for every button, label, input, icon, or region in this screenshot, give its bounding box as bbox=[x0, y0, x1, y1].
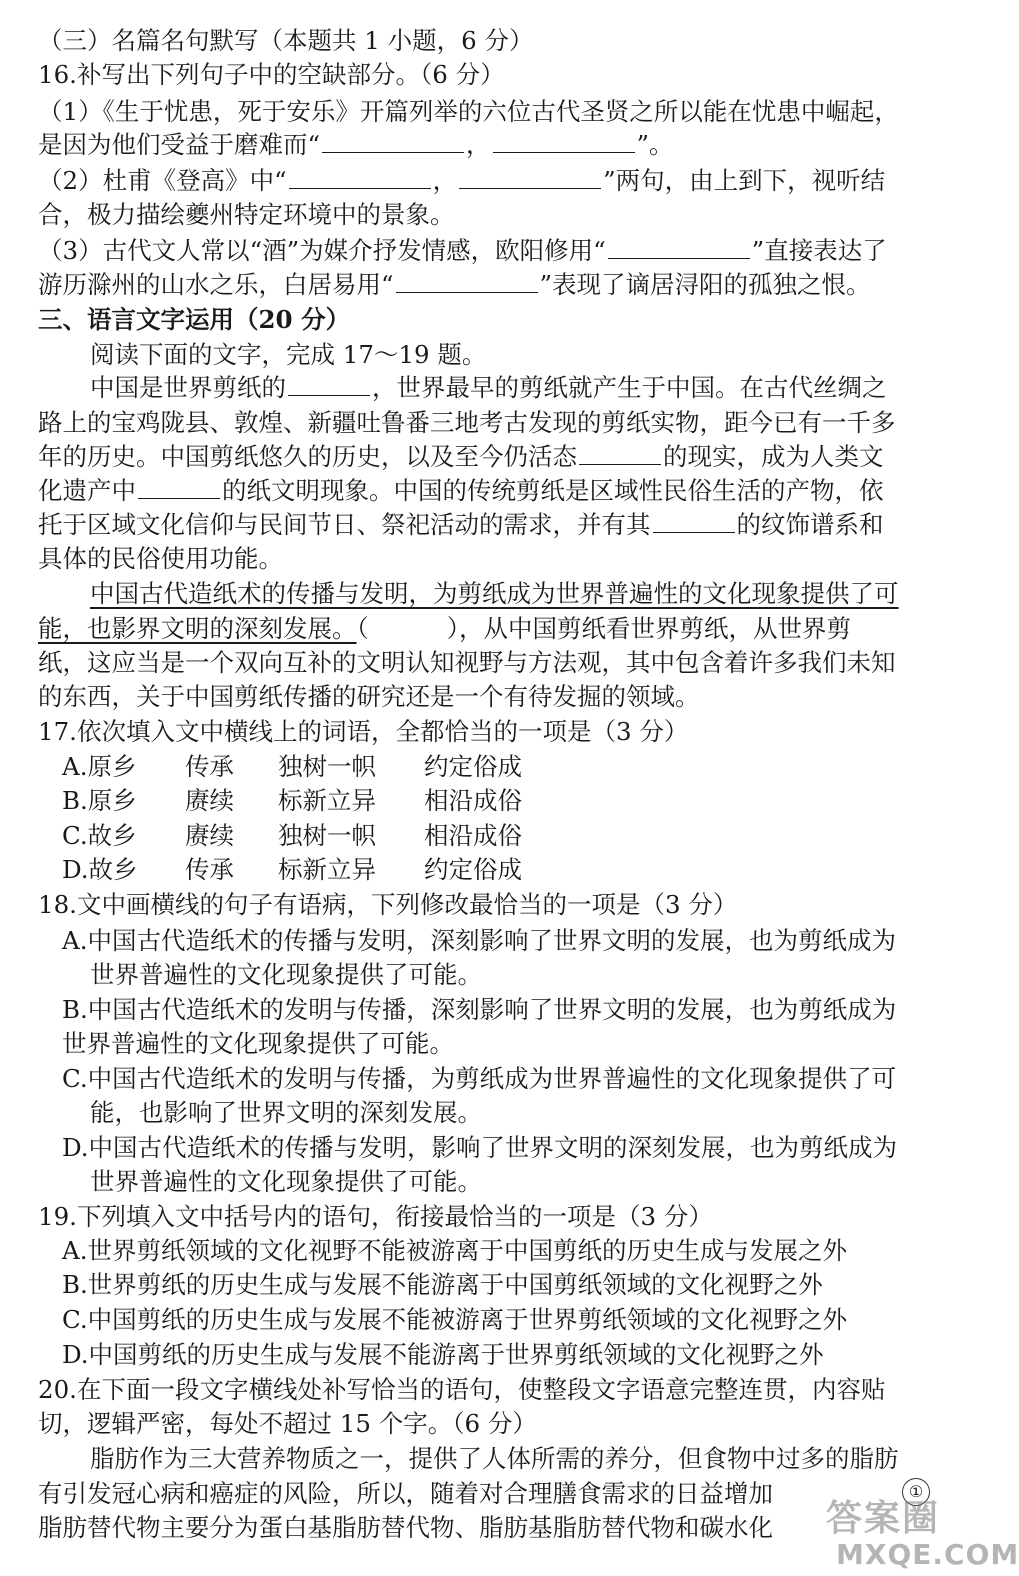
q17-option-word: 相沿成俗 bbox=[424, 821, 522, 850]
passage-underlined-sentence-2: 能，也影界文明的深刻发展。 bbox=[38, 614, 357, 643]
passage-text: 的纸文明现象。中国的传统剪纸是区域性民俗生活的产物，依 bbox=[222, 476, 884, 505]
q19-option-b[interactable]: B.世界剪纸的历史生成与发展不能游离于中国剪纸领域的文化视野之外 bbox=[62, 1270, 823, 1299]
q17-option-label: C.故乡 bbox=[62, 821, 137, 850]
q16-item3-line1 bbox=[38, 234, 887, 268]
passage-p2-line4: 的东西，关于中国剪纸传播的研究还是一个有待发掘的领域。 bbox=[38, 682, 700, 711]
q17-option-word: 赓续 bbox=[185, 786, 234, 815]
q16-title: 16.补写出下列句子中的空缺部分。（6 分） bbox=[38, 60, 505, 89]
q19-option-c[interactable]: C.中国剪纸的历史生成与发展不能被游离于世界剪纸领域的文化视野之外 bbox=[62, 1305, 848, 1334]
q17-option-word: 传承 bbox=[185, 855, 234, 884]
q17-option-c[interactable] bbox=[0, 819, 1000, 853]
passage-text: 的纹饰谱系和 bbox=[736, 510, 884, 539]
passage-blank-3[interactable] bbox=[138, 474, 220, 499]
passage-underlined-sentence-1: 中国古代造纸术的传播与发明，为剪纸成为世界普遍性的文化现象提供了可 bbox=[90, 579, 899, 608]
part-3-title: 三、语言文字运用（20 分） bbox=[38, 305, 351, 334]
q16-item1-line1: （1）《生于忧患，死于安乐》开篇列举的六位古代圣贤之所以能在忧患中崛起， bbox=[38, 97, 899, 126]
q18-title: 18.文中画横线的句子有语病，下列修改最恰当的一项是（3 分） bbox=[38, 890, 738, 919]
q16-blank-4[interactable] bbox=[459, 164, 601, 189]
q16-item3-text-b: ”直接表达了 bbox=[751, 236, 887, 265]
q16-item2-line1 bbox=[38, 164, 885, 198]
q16-item3-line2 bbox=[38, 268, 871, 302]
passage-p1-line6: 具体的民俗使用功能。 bbox=[38, 544, 283, 573]
q16-item1-text-c: ”。 bbox=[636, 130, 674, 159]
q16-item1-text-a: 是因为他们受益于磨难而“ bbox=[38, 130, 321, 159]
q17-option-label: B.原乡 bbox=[62, 786, 137, 815]
q17-option-word: 相沿成俗 bbox=[424, 786, 522, 815]
q17-option-word: 独树一帜 bbox=[278, 752, 376, 781]
q17-option-word: 赓续 bbox=[185, 821, 234, 850]
q19-title: 19.下列填入文中括号内的语句，衔接最恰当的一项是（3 分） bbox=[38, 1202, 713, 1231]
q20-passage-line1: 脂肪作为三大营养物质之一，提供了人体所需的养分，但食物中过多的脂肪 bbox=[90, 1444, 899, 1473]
q16-item3-text-c: 游历滁州的山水之乐，白居易用“ bbox=[38, 270, 394, 299]
q17-option-word: 标新立异 bbox=[278, 855, 376, 884]
q17-option-word: 约定俗成 bbox=[424, 752, 522, 781]
passage-text: ，世界最早的剪纸就产生于中国。在古代丝绸之 bbox=[372, 373, 887, 402]
q16-item2-text-a: （2）杜甫《登高》中“ bbox=[38, 166, 287, 195]
passage-blank-2[interactable] bbox=[579, 440, 661, 465]
q18-option-a-line2[interactable]: 世界普遍性的文化现象提供了可能。 bbox=[90, 960, 482, 989]
q16-item1-text-b: ， bbox=[466, 130, 491, 159]
q18-option-b-line1[interactable]: B.中国古代造纸术的发明与传播，深刻影响了世界文明的发展，也为剪纸成为 bbox=[62, 995, 897, 1024]
passage-p1-line1 bbox=[90, 371, 887, 405]
q20-blank-marker-1: ① bbox=[902, 1478, 930, 1506]
q18-option-a-line1[interactable]: A.中国古代造纸术的传播与发明，深刻影响了世界文明的发展，也为剪纸成为 bbox=[62, 926, 896, 955]
passage-p1-line2: 路上的宝鸡陇县、敦煌、新疆吐鲁番三地考古发现的剪纸实物，距今已有一千多 bbox=[38, 408, 896, 437]
passage-text: 化遗产中 bbox=[38, 476, 136, 505]
passage-text: 托于区域文化信仰与民间节日、祭祀活动的需求，并有其 bbox=[38, 510, 651, 539]
site-watermark bbox=[826, 1482, 1019, 1574]
passage-p1-line4 bbox=[38, 474, 884, 508]
q17-option-label: A.原乡 bbox=[62, 752, 137, 781]
passage-blank-1[interactable] bbox=[288, 371, 370, 396]
passage-text: 的现实，成为人类文 bbox=[663, 442, 884, 471]
q16-item2-text-b: ， bbox=[432, 166, 458, 195]
q16-blank-5[interactable] bbox=[608, 234, 750, 259]
reading-intro: 阅读下面的文字，完成 17～19 题。 bbox=[90, 340, 487, 369]
passage-blank-4[interactable] bbox=[653, 508, 735, 533]
q17-option-d[interactable] bbox=[0, 853, 1000, 887]
q17-option-b[interactable] bbox=[0, 784, 1000, 818]
q17-option-word: 标新立异 bbox=[278, 786, 376, 815]
q20-title-line2: 切，逻辑严密，每处不超过 15 个字。（6 分） bbox=[38, 1409, 537, 1438]
q16-blank-1[interactable] bbox=[322, 128, 464, 153]
q16-blank-6[interactable] bbox=[396, 268, 538, 293]
q17-title: 17.依次填入文中横线上的词语，全都恰当的一项是（3 分） bbox=[38, 717, 689, 746]
section-3-title: （三）名篇名句默写（本题共 1 小题，6 分） bbox=[38, 26, 534, 55]
q18-option-d-line1[interactable]: D.中国古代造纸术的传播与发明，影响了世界文明的深刻发展，也为剪纸成为 bbox=[62, 1133, 898, 1162]
q16-item2-text-c: ”两句，由上到下，视听结 bbox=[603, 166, 886, 195]
q20-title-line1: 20.在下面一段文字横线处补写恰当的语句，使整段文字语意完整连贯，内容贴 bbox=[38, 1375, 886, 1404]
passage-text: 年的历史。中国剪纸悠久的历史，以及至今仍活态 bbox=[38, 442, 577, 471]
q17-option-label: D.故乡 bbox=[62, 855, 138, 884]
q18-option-c-line2[interactable]: 能，也影响了世界文明的深刻发展。 bbox=[90, 1098, 482, 1127]
passage-p2-line2 bbox=[38, 612, 851, 646]
q17-option-a[interactable] bbox=[0, 750, 1000, 784]
bracket-open: （ bbox=[356, 614, 369, 643]
watermark-logo: 答案圈 bbox=[826, 1498, 941, 1539]
q17-option-word: 约定俗成 bbox=[424, 855, 522, 884]
q20-passage-line3: 脂肪替代物主要分为蛋白基脂肪替代物、脂肪基脂肪替代物和碳水化 bbox=[38, 1513, 773, 1542]
passage-text: ），从中国剪纸看世界剪纸，从世界剪 bbox=[446, 614, 851, 643]
q16-item2-line2: 合，极力描绘夔州特定环境中的景象。 bbox=[38, 200, 455, 229]
watermark-url: MXQE.COM bbox=[836, 1538, 1019, 1571]
q17-option-word: 独树一帜 bbox=[278, 821, 376, 850]
q19-option-a[interactable]: A.世界剪纸领域的文化视野不能被游离于中国剪纸的历史生成与发展之外 bbox=[62, 1236, 847, 1265]
passage-text: 中国是世界剪纸的 bbox=[90, 373, 286, 402]
passage-p2-line3: 纸，这应当是一个双向互补的文明认知视野与方法观，其中包含着许多我们未知 bbox=[38, 648, 896, 677]
q18-option-d-line2[interactable]: 世界普遍性的文化现象提供了可能。 bbox=[90, 1167, 482, 1196]
passage-p1-line3 bbox=[38, 440, 884, 474]
passage-p1-line5 bbox=[38, 508, 884, 542]
q19-option-d[interactable]: D.中国剪纸的历史生成与发展不能游离于世界剪纸领域的文化视野之外 bbox=[62, 1340, 824, 1369]
q18-option-c-line1[interactable]: C.中国古代造纸术的发明与传播，为剪纸成为世界普遍性的文化现象提供了可 bbox=[62, 1064, 897, 1093]
q18-option-b-line2[interactable]: 世界普遍性的文化现象提供了可能。 bbox=[62, 1029, 454, 1058]
q16-blank-3[interactable] bbox=[289, 164, 431, 189]
q17-option-word: 传承 bbox=[185, 752, 234, 781]
q20-passage-line2: 有引发冠心病和癌症的风险，所以，随着对合理膳食需求的日益增加 bbox=[38, 1479, 773, 1508]
q16-blank-2[interactable] bbox=[493, 128, 635, 153]
q16-item3-text-a: （3）古代文人常以“酒”为媒介抒发情感，欧阳修用“ bbox=[38, 236, 606, 265]
q16-item1-line2 bbox=[38, 128, 674, 162]
q16-item3-text-d: ”表现了谪居浔阳的孤独之恨。 bbox=[539, 270, 871, 299]
